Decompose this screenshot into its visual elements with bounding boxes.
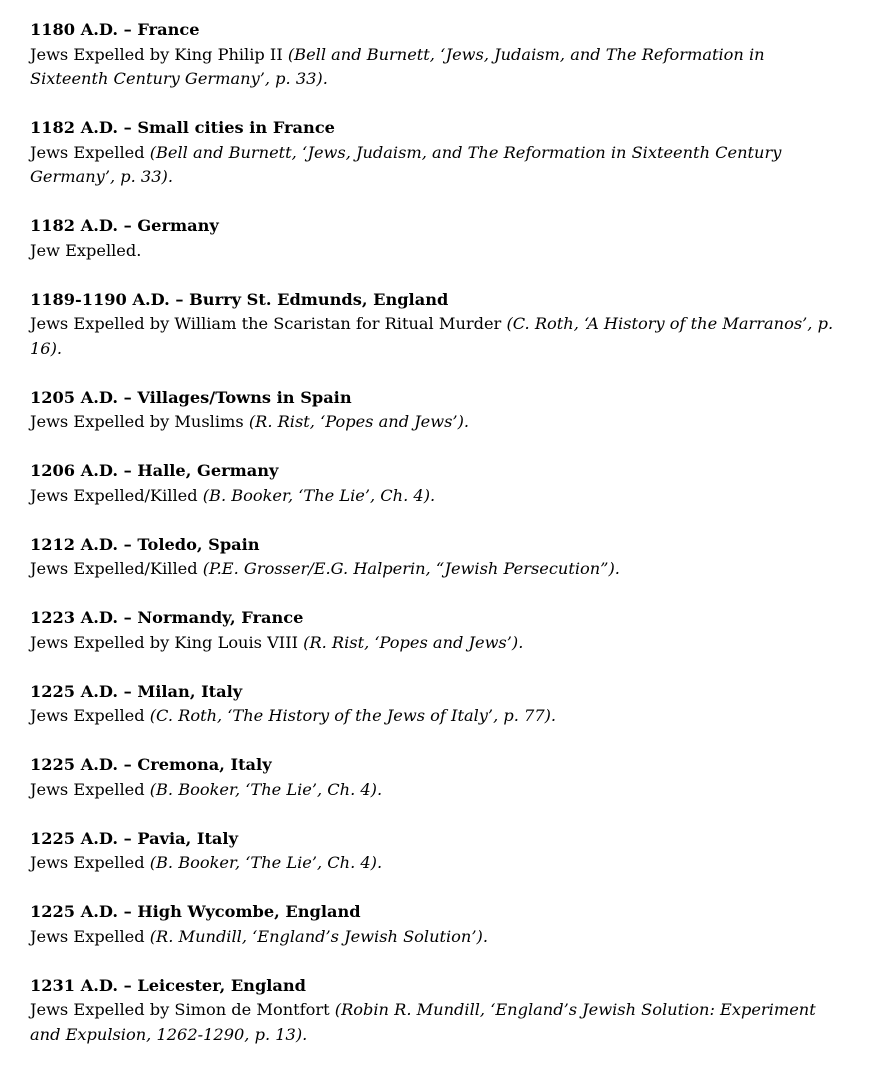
entry-1225-cremona bbox=[30, 753, 842, 802]
entry-1189-burry-st-edmunds bbox=[30, 288, 842, 362]
entry-1231-leicester bbox=[30, 974, 842, 1048]
entry-text: Jews Expelled by Simon de Montfort bbox=[30, 1000, 335, 1019]
entry-body bbox=[30, 631, 842, 656]
entry-heading: 1189-1190 A.D. – Burry St. Edmunds, England bbox=[30, 289, 449, 309]
entry-text: Jews Expelled bbox=[30, 853, 150, 872]
entry-body bbox=[30, 998, 842, 1047]
entry-body bbox=[30, 43, 842, 92]
entry-body bbox=[30, 851, 842, 876]
entry-heading: 1205 A.D. – Villages/Towns in Spain bbox=[30, 387, 352, 407]
entry-heading: 1225 A.D. – Cremona, Italy bbox=[30, 755, 272, 774]
entry-citation: (B. Booker, ‘The Lie’, Ch. 4). bbox=[149, 779, 383, 799]
entry-citation: (R. Rist, ‘Popes and Jews’). bbox=[303, 632, 524, 652]
entry-body bbox=[30, 141, 842, 190]
entry-heading: 1212 A.D. – Toledo, Spain bbox=[30, 534, 260, 554]
entry-body bbox=[30, 704, 842, 729]
entry-1212-toledo bbox=[30, 533, 842, 582]
entry-text: Jews Expelled bbox=[30, 706, 150, 725]
document-page bbox=[30, 18, 842, 1072]
entry-body bbox=[30, 778, 842, 803]
entry-1206-halle bbox=[30, 459, 842, 508]
entry-heading: 1231 A.D. – Leicester, England bbox=[30, 975, 306, 995]
entry-1223-normandy bbox=[30, 606, 842, 655]
entry-heading: 1180 A.D. – France bbox=[30, 20, 200, 39]
entry-citation: (Robin R. Mundill, ‘England’s Jewish Solution: Experiment and Expulsion, 1262-1290, p. 13). bbox=[30, 1000, 816, 1044]
entry-citation: (B. Booker, ‘The Lie’, Ch. 4). bbox=[149, 853, 383, 872]
entry-1180-france bbox=[30, 18, 842, 92]
entry-1182-small-cities-france bbox=[30, 116, 842, 190]
entry-heading: 1225 A.D. – Milan, Italy bbox=[30, 681, 243, 701]
entry-text: Jews Expelled/Killed bbox=[30, 485, 203, 505]
entry-body bbox=[30, 925, 842, 950]
entry-citation: (B. Booker, ‘The Lie’, Ch. 4). bbox=[202, 485, 436, 505]
entry-text: Jews Expelled by King Philip II bbox=[30, 44, 288, 64]
entry-1182-germany bbox=[30, 214, 842, 263]
entry-body bbox=[30, 239, 842, 264]
entry-heading: 1182 A.D. – Small cities in France bbox=[30, 118, 335, 137]
entry-text: Jews Expelled by King Louis VIII bbox=[30, 632, 304, 652]
entry-text: Jews Expelled by Muslims bbox=[30, 412, 249, 431]
entry-citation: (R. Mundill, ‘England’s Jewish Solution’). bbox=[149, 926, 488, 946]
entry-heading: 1223 A.D. – Normandy, France bbox=[30, 608, 304, 627]
entry-citation: (P.E. Grosser/E.G. Halperin, “Jewish Persecution”). bbox=[202, 559, 620, 578]
entry-citation: (R. Rist, ‘Popes and Jews’). bbox=[248, 412, 470, 431]
entry-1225-high-wycombe bbox=[30, 900, 842, 949]
entry-body bbox=[30, 484, 842, 509]
entry-citation: (Bell and Burnett, ‘Jews, Judaism, and The Reformation in Sixteenth Century Germany’, p. 33). bbox=[30, 44, 765, 88]
entry-body bbox=[30, 410, 842, 435]
entry-text: Jew Expelled. bbox=[30, 240, 142, 260]
entry-body bbox=[30, 312, 842, 361]
entry-text: Jews Expelled bbox=[30, 142, 150, 162]
entry-text: Jews Expelled bbox=[30, 779, 150, 799]
entry-heading: 1206 A.D. – Halle, Germany bbox=[30, 461, 279, 480]
entry-text: Jews Expelled/Killed bbox=[30, 559, 203, 578]
entry-heading: 1182 A.D. – Germany bbox=[30, 216, 219, 235]
entry-citation: (C. Roth, ‘A History of the Marranos’, p. 16). bbox=[30, 314, 834, 358]
entry-heading: 1225 A.D. – High Wycombe, England bbox=[30, 902, 361, 921]
entry-text: Jews Expelled by William the Scaristan for Ritual Murder bbox=[30, 314, 507, 333]
entry-heading: 1225 A.D. – Pavia, Italy bbox=[30, 828, 238, 848]
entry-1205-spain bbox=[30, 386, 842, 435]
entry-1225-milan bbox=[30, 680, 842, 729]
entry-citation: (C. Roth, ‘The History of the Jews of Italy’, p. 77). bbox=[149, 706, 557, 725]
entry-text: Jews Expelled bbox=[30, 926, 150, 946]
entry-citation: (Bell and Burnett, ‘Jews, Judaism, and The Reformation in Sixteenth Century Germany’, p. 33). bbox=[30, 142, 782, 186]
entry-body bbox=[30, 557, 842, 582]
entry-1225-pavia bbox=[30, 827, 842, 876]
